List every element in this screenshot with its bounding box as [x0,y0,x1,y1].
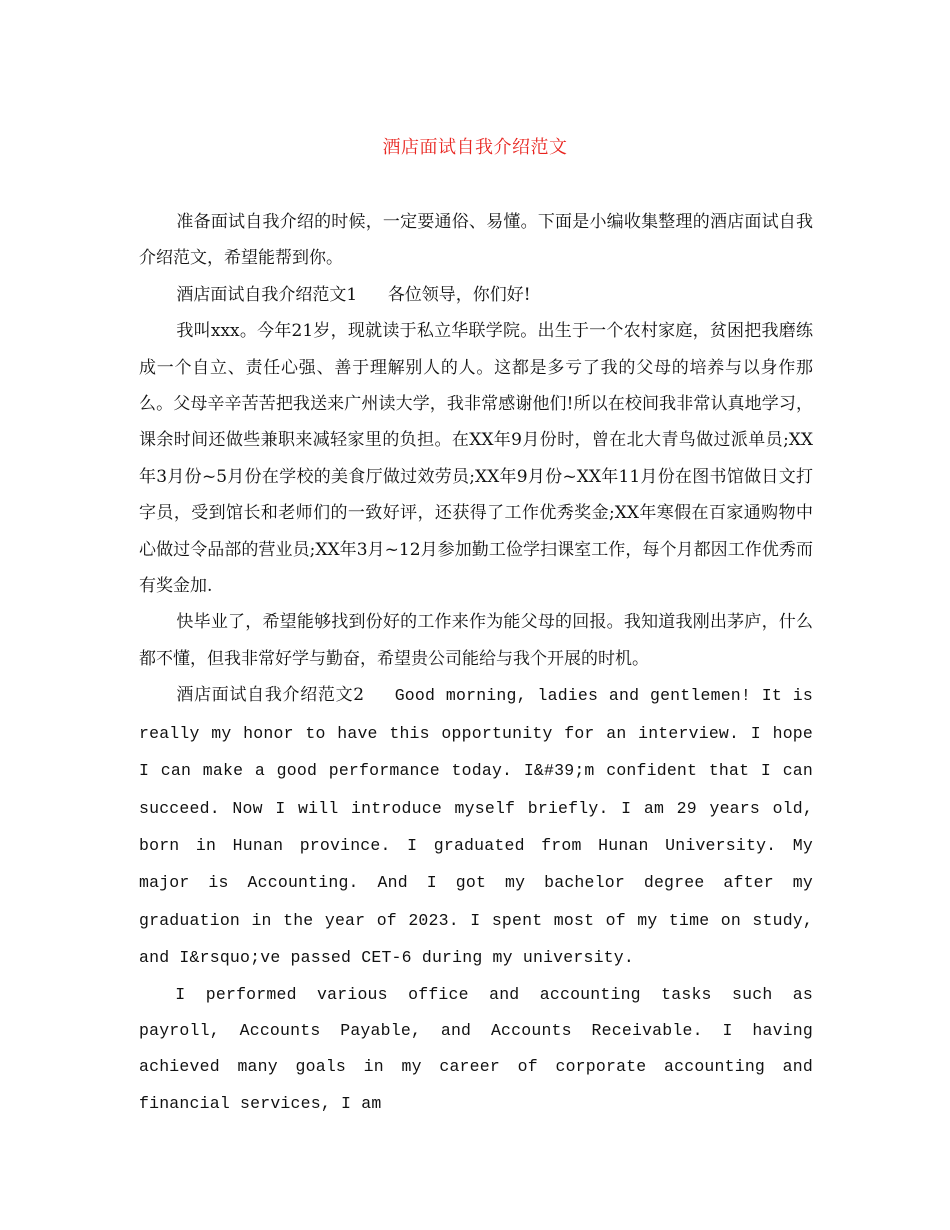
sample2-paragraph-1: Good morning, ladies and gentlemen! It is really my honor to have this opportunity for an interview. I hope I can make a good performance today. I&#39;m confident that I can succeed. Now I will introduce myself briefly. I am 29 years old, born in Hunan province. I graduated from Hunan University. My major is Accounting. And I got my bachelor degree after my graduation in the year of 2023. I spent most of my time on study, and I&rsquo;ve passed CET-6 during my university. [139,686,813,968]
document-title: 酒店面试自我介绍范文 [382,137,568,158]
sample1-paragraph-2: 快毕业了，希望能够找到份好的工作来作为能父母的回报。我知道我刚出茅庐，什么都不懂，但我非常好学与勤奋，希望贵公司能给与我个开展的时机。 [139,612,813,669]
sample2-heading-line [139,677,813,976]
intro-paragraph: 准备面试自我介绍的时候，一定要通俗、易懂。下面是小编收集整理的酒店面试自我介绍范文，希望能帮到你。 [139,212,813,269]
sample1-heading: 酒店面试自我介绍范文1 [176,284,358,305]
sample1-greeting: 各位领导，你们好! [387,284,531,305]
sample2-heading: 酒店面试自我介绍范文2 [176,685,365,706]
document-body [139,204,813,1122]
sample1-heading-line [139,277,813,313]
sample1-paragraph-1: 我叫xxx。今年21岁，现就读于私立华联学院。出生于一个农村家庭，贫困把我磨练成一个自立、责任心强、善于理解别人的人。这都是多亏了我的父母的培养与以身作那么。父母辛辛苦苦把我送来广州读大学，我非常感谢他们!所以在校间我非常认真地学习，课余时间还做些兼职来减轻家里的负担。在XX年9月份时，曾在北大青鸟做过派单员;XX年3月份~5月份在学校的美食厅做过效劳员;XX年9月份~XX年11月份在图书馆做日文打字员，受到馆长和老师们的一致好评，还获得了工作优秀奖金;XX年寒假在百家通购物中心做过令品部的营业员;XX年3月~12月参加勤工俭学扫课室工作，每个月都因工作优秀而有奖金加. [139,321,813,597]
sample2-paragraph-2: I performed various office and accounting tasks such as payroll, Accounts Payable, and Accounts Receivable. I having achieved many goals in my career of corporate accounting and financial services, I am [139,984,813,1113]
